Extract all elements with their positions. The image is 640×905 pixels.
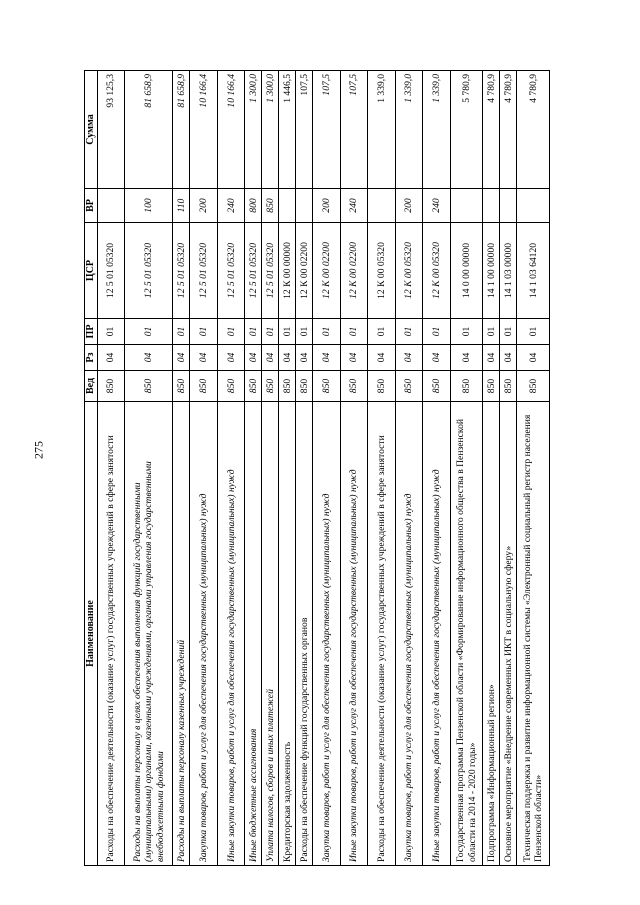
cell-name: Закупка товаров, работ и услуг для обеспечения государственных (муниципальных) нужд [190,402,218,866]
column-header-rz: Рз [85,345,98,371]
cell-ved: 850 [217,371,245,402]
cell-csr: 12 5 01 05320 [173,223,190,319]
cell-ved: 850 [97,371,125,402]
table-row [517,71,550,866]
cell-rz: 04 [517,345,550,371]
cell-name: Закупка товаров, работ и услуг для обеспечения государственных (муниципальных) нужд [313,402,341,866]
cell-vr: 240 [217,189,245,223]
cell-csr: 14 0 00 00000 [450,223,483,319]
cell-pr: 01 [296,319,313,345]
cell-rz: 04 [279,345,296,371]
cell-csr: 12 5 01 05320 [217,223,245,319]
cell-sum: 1 300,0 [245,71,262,189]
cell-pr: 01 [368,319,396,345]
table-row [262,71,279,866]
cell-sum: 4 780,9 [500,71,517,189]
cell-rz: 04 [395,345,423,371]
cell-csr: 12 5 01 05320 [245,223,262,319]
table-row [450,71,483,866]
header-row [85,71,98,866]
cell-pr: 01 [279,319,296,345]
cell-ved: 850 [313,371,341,402]
cell-sum: 93 125,3 [97,71,125,189]
cell-sum: 1 339,0 [423,71,451,189]
column-header-pr: ПР [85,319,98,345]
cell-csr: 12 К 00 05320 [368,223,396,319]
cell-vr [517,189,550,223]
cell-csr: 12 К 00 02200 [340,223,368,319]
cell-vr [483,189,500,223]
cell-name: Уплата налогов, сборов и иных платежей [262,402,279,866]
cell-vr [279,189,296,223]
cell-vr: 200 [190,189,218,223]
cell-ved: 850 [368,371,396,402]
cell-sum: 107,5 [296,71,313,189]
cell-rz: 04 [262,345,279,371]
cell-sum: 1 339,0 [395,71,423,189]
cell-pr: 01 [245,319,262,345]
cell-pr: 01 [262,319,279,345]
table-row [500,71,517,866]
cell-vr [450,189,483,223]
table-row [190,71,218,866]
cell-ved: 850 [517,371,550,402]
cell-name: Расходы на выплаты персоналу казенных учреждений [173,402,190,866]
cell-name: Расходы на обеспечение деятельности (оказание услуг) государственных учреждений в сфере занятости [368,402,396,866]
cell-name: Государственная программа Пензенской области «Формирование информационного общества в Пензенской области на 2014 - 2020 годы» [450,402,483,866]
column-header-name: Наименование [85,402,98,866]
table-row [395,71,423,866]
cell-pr: 01 [173,319,190,345]
column-header-sum: Сумма [85,71,98,189]
cell-name: Подпрограмма «Информационный регион» [483,402,500,866]
cell-csr: 12 К 00 02200 [313,223,341,319]
cell-sum: 1 300,0 [262,71,279,189]
cell-pr: 01 [217,319,245,345]
cell-vr [296,189,313,223]
cell-rz: 04 [190,345,218,371]
cell-pr: 01 [125,319,173,345]
cell-sum: 81 658,9 [125,71,173,189]
cell-ved: 850 [262,371,279,402]
cell-pr: 01 [483,319,500,345]
cell-rz: 04 [313,345,341,371]
cell-name: Кредиторская задолженность [279,402,296,866]
cell-rz: 04 [340,345,368,371]
table-row [217,71,245,866]
cell-ved: 850 [500,371,517,402]
column-header-vr: ВР [85,189,98,223]
cell-csr: 14 1 00 00000 [483,223,500,319]
cell-vr: 800 [245,189,262,223]
cell-name: Иные закупки товаров, работ и услуг для обеспечения государственных (муниципальных) нужд [423,402,451,866]
cell-rz: 04 [125,345,173,371]
cell-pr: 01 [450,319,483,345]
cell-sum: 1 446,5 [279,71,296,189]
cell-ved: 850 [125,371,173,402]
cell-csr: 12 К 00 02200 [296,223,313,319]
cell-sum: 81 658,9 [173,71,190,189]
cell-vr: 200 [313,189,341,223]
table-row [125,71,173,866]
table-row [173,71,190,866]
cell-csr: 14 1 03 00000 [500,223,517,319]
table-row [279,71,296,866]
cell-vr [97,189,125,223]
cell-ved: 850 [340,371,368,402]
cell-ved: 850 [279,371,296,402]
rotated-page-content [84,71,550,866]
cell-ved: 850 [190,371,218,402]
cell-rz: 04 [217,345,245,371]
cell-name: Расходы на выплаты персоналу в целях обеспечения выполнения функций государственными (муниципальными) органами, казенными учреждениями, органами управления государственными внебюджетными фондами [125,402,173,866]
cell-csr: 12 К 00 05320 [423,223,451,319]
cell-csr: 12 К 00 05320 [395,223,423,319]
cell-rz: 04 [483,345,500,371]
cell-rz: 04 [97,345,125,371]
cell-vr: 200 [395,189,423,223]
cell-csr: 12 5 01 05320 [97,223,125,319]
cell-pr: 01 [340,319,368,345]
table-row [340,71,368,866]
cell-ved: 850 [423,371,451,402]
cell-rz: 04 [173,345,190,371]
cell-rz: 04 [368,345,396,371]
cell-name: Расходы на обеспечение функций государственных органов [296,402,313,866]
cell-vr: 100 [125,189,173,223]
cell-sum: 10 166,4 [217,71,245,189]
page-number: 275 [31,441,46,459]
table-body [97,71,549,866]
cell-rz: 04 [450,345,483,371]
cell-ved: 850 [296,371,313,402]
cell-pr: 01 [517,319,550,345]
cell-vr [368,189,396,223]
cell-rz: 04 [500,345,517,371]
cell-ved: 850 [173,371,190,402]
cell-name: Закупка товаров, работ и услуг для обеспечения государственных (муниципальных) нужд [395,402,423,866]
table-row [245,71,262,866]
cell-name: Иные закупки товаров, работ и услуг для обеспечения государственных (муниципальных) нужд [217,402,245,866]
cell-sum: 1 339,0 [368,71,396,189]
cell-rz: 04 [296,345,313,371]
table-row [313,71,341,866]
cell-name: Иные бюджетные ассигнования [245,402,262,866]
table-row [97,71,125,866]
cell-ved: 850 [483,371,500,402]
cell-pr: 01 [97,319,125,345]
budget-table [84,70,550,866]
column-header-ved: Вед [85,371,98,402]
table-row [296,71,313,866]
cell-vr: 240 [340,189,368,223]
cell-csr: 12 5 01 05320 [125,223,173,319]
cell-name: Техническая поддержка и развитие информационной системы «Электронный социальный регистр населения Пензенской области» [517,402,550,866]
cell-sum: 107,5 [313,71,341,189]
cell-vr: 110 [173,189,190,223]
cell-vr: 850 [262,189,279,223]
cell-ved: 850 [395,371,423,402]
cell-ved: 850 [450,371,483,402]
table-row [368,71,396,866]
cell-pr: 01 [423,319,451,345]
cell-csr: 12 К 00 00000 [279,223,296,319]
cell-pr: 01 [395,319,423,345]
cell-sum: 5 780,9 [450,71,483,189]
cell-csr: 12 5 01 05320 [190,223,218,319]
table-row [423,71,451,866]
cell-name: Иные закупки товаров, работ и услуг для обеспечения государственных (муниципальных) нужд [340,402,368,866]
table-header [85,71,98,866]
cell-sum: 107,5 [340,71,368,189]
cell-pr: 01 [313,319,341,345]
cell-csr: 14 1 03 64120 [517,223,550,319]
cell-csr: 12 5 01 05320 [262,223,279,319]
cell-sum: 10 166,4 [190,71,218,189]
table-row [483,71,500,866]
cell-sum: 4 780,9 [517,71,550,189]
cell-name: Основное мероприятие «Внедрение современных ИКТ в социальную сферу» [500,402,517,866]
cell-sum: 4 780,9 [483,71,500,189]
cell-pr: 01 [500,319,517,345]
cell-rz: 04 [423,345,451,371]
cell-vr [500,189,517,223]
cell-vr: 240 [423,189,451,223]
cell-rz: 04 [245,345,262,371]
cell-pr: 01 [190,319,218,345]
cell-name: Расходы на обеспечение деятельности (оказание услуг) государственных учреждений в сфере занятости [97,402,125,866]
cell-ved: 850 [245,371,262,402]
column-header-csr: ЦСР [85,223,98,319]
